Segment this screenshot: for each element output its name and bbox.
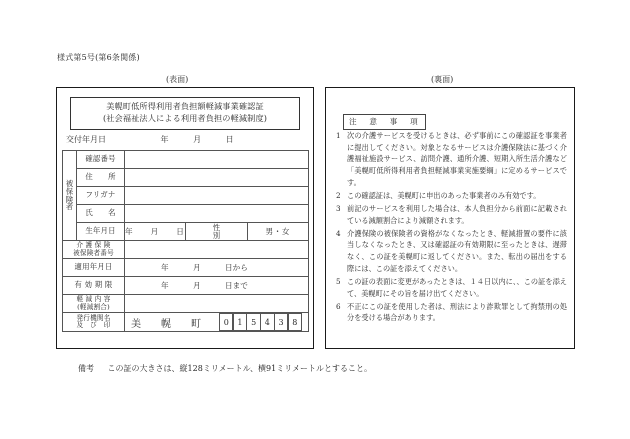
certificate-title: 美幌町低所得利用者負担額軽減事業確認証	[106, 101, 264, 111]
note-text: 前記のサービスを利用した場合は、本人負担分から前面に記載されている減額割合により減額されます。	[347, 203, 567, 225]
issuer-digit-4: 3	[274, 313, 289, 331]
certificate-title-box	[70, 97, 300, 130]
label-sex-line2: 別	[212, 230, 221, 240]
table-row-insurance-number	[63, 241, 309, 259]
apply-year-unit: 年	[161, 263, 169, 272]
insured-person-spine	[63, 151, 77, 241]
issue-date-day: 日	[225, 135, 234, 144]
issuer-digit-3: 4	[260, 313, 275, 331]
table-row-address	[63, 169, 309, 187]
note-text: 次の介護サービスを受けるときは、必ず事前にこの確認証を事業者に提出してください。対象となるサービスは介護保険法に基づく介護福祉施設サービス、訪問介護、通所介護、短期入所生活介護など「美幌町低所得利用者負担軽減事業実施要綱」に定めるサービスです。	[347, 131, 567, 187]
expiry-month-unit: 月	[193, 281, 201, 290]
label-issuer	[63, 313, 125, 332]
label-confirm-number: 確認番号	[77, 151, 125, 169]
form-number: 様式第5号(第6条関係)	[57, 53, 140, 62]
input-apply-date[interactable]	[125, 259, 309, 277]
label-furigana: フリガナ	[77, 187, 125, 205]
table-row-name	[63, 205, 309, 223]
issuer-digit-1: 1	[233, 313, 248, 331]
label-issuer-line1: 発行機関名	[76, 313, 111, 322]
issue-date-row	[66, 134, 306, 145]
label-reduction-line1: 軽 減 内 容	[76, 295, 111, 304]
label-sex-line1: 性	[212, 222, 221, 232]
front-panel	[56, 87, 314, 349]
label-insurance-number	[63, 241, 125, 259]
issuer-cell	[125, 313, 309, 332]
note-text: 介護保険の被保険者の資格がなくなったとき、軽減措置の要件に該当しなくなったとき、又は確認証の有効期限に至ったときは、遅滞なく、この証を美幌町に返してください。また、転出の届出をする際には、この証を添えてください。	[347, 228, 567, 273]
birth-month-unit: 月	[150, 227, 159, 236]
input-furigana[interactable]	[125, 187, 309, 205]
label-apply-date: 適用年月日	[63, 259, 125, 277]
issuer-digit-2: 5	[246, 313, 261, 331]
input-insurance-number[interactable]	[125, 241, 309, 259]
note-text: この証の表面に変更があったときは、１４日以内に、、この証を添えて、美幌町にその旨を届け出てください。	[347, 276, 567, 298]
issuer-code-boxes	[220, 313, 302, 331]
issuer-name: 美 幌 町	[131, 318, 206, 330]
expiry-day-unit: 日まで	[225, 281, 248, 290]
table-row-furigana	[63, 187, 309, 205]
apply-day-unit: 日から	[225, 263, 248, 272]
issuer-digit-0: 0	[219, 313, 234, 331]
label-issuer-line2: 及 び 印	[76, 321, 111, 329]
list-item	[336, 276, 567, 299]
input-name[interactable]	[125, 205, 309, 223]
label-address: 住 所	[77, 169, 125, 187]
note-number: 5	[336, 276, 341, 286]
input-confirm-number[interactable]	[125, 151, 309, 169]
label-birth-date: 生年月日	[77, 223, 125, 241]
input-address[interactable]	[125, 169, 309, 187]
spine-char-3: 者	[65, 202, 74, 212]
table-row-confirm-number	[63, 151, 309, 169]
notes-list	[336, 130, 567, 326]
input-birth-date[interactable]	[125, 223, 186, 241]
back-side-label: (裏面)	[431, 75, 454, 84]
label-expiry-date: 有 効 期 限	[63, 277, 125, 295]
birth-year-unit: 年	[125, 227, 133, 236]
birth-day-unit: 日	[176, 227, 184, 236]
note-number: 3	[336, 203, 341, 213]
sex-options[interactable]: 男・女	[247, 223, 308, 241]
note-number: 2	[336, 190, 341, 200]
spine-char-0: 被	[65, 178, 74, 188]
notes-heading: 注 意 事 項	[343, 114, 426, 130]
spine-char-2: 険	[65, 194, 74, 204]
label-reduction	[63, 295, 125, 313]
certificate-field-table	[62, 150, 309, 332]
note-text: 不正にこの証を使用した者は、刑法により詐欺罪として拘禁刑の処分を受ける場合があります。	[347, 301, 567, 323]
table-row-reduction	[63, 295, 309, 313]
input-reduction[interactable]	[125, 295, 309, 313]
issue-date-year: 年	[160, 135, 169, 144]
input-expiry-date[interactable]	[125, 277, 309, 295]
note-number: 4	[336, 228, 341, 238]
list-item	[336, 203, 567, 226]
label-insurance-number-line2: 被保険者番号	[73, 248, 114, 257]
remark-text: この証の大きさは、縦128ミリメートル、横91ミリメートルとすること。	[107, 364, 373, 373]
label-name: 氏 名	[77, 205, 125, 223]
issue-date-label: 交付年月日	[66, 135, 106, 144]
apply-month-unit: 月	[193, 263, 201, 272]
note-number: 1	[336, 131, 341, 140]
table-row-expiry-date	[63, 277, 309, 295]
issue-date-month: 月	[193, 135, 202, 144]
table-row-issuer	[63, 313, 309, 332]
front-side-label: (表面)	[166, 75, 189, 84]
note-number: 6	[336, 301, 341, 311]
label-reduction-line2: (軽減割合)	[77, 302, 110, 311]
note-text: この確認証は、美幌町に申出のあった事業者のみ有効です。	[347, 190, 541, 200]
remark-line	[78, 363, 372, 374]
list-item	[336, 228, 567, 275]
list-item	[336, 190, 567, 202]
back-panel	[325, 87, 575, 349]
list-item	[336, 130, 567, 188]
spine-char-1: 保	[65, 186, 74, 196]
remark-label: 備考	[78, 364, 94, 373]
label-sex	[186, 223, 247, 241]
expiry-year-unit: 年	[161, 281, 169, 290]
certificate-subtitle: (社会福祉法人による利用者負担の軽減制度)	[102, 112, 268, 123]
label-insurance-number-line1: 介 護 保 険	[76, 241, 111, 250]
list-item	[336, 301, 567, 324]
table-row-birth-date	[63, 223, 309, 241]
issuer-digit-5: 8	[288, 313, 303, 331]
table-row-apply-date	[63, 259, 309, 277]
